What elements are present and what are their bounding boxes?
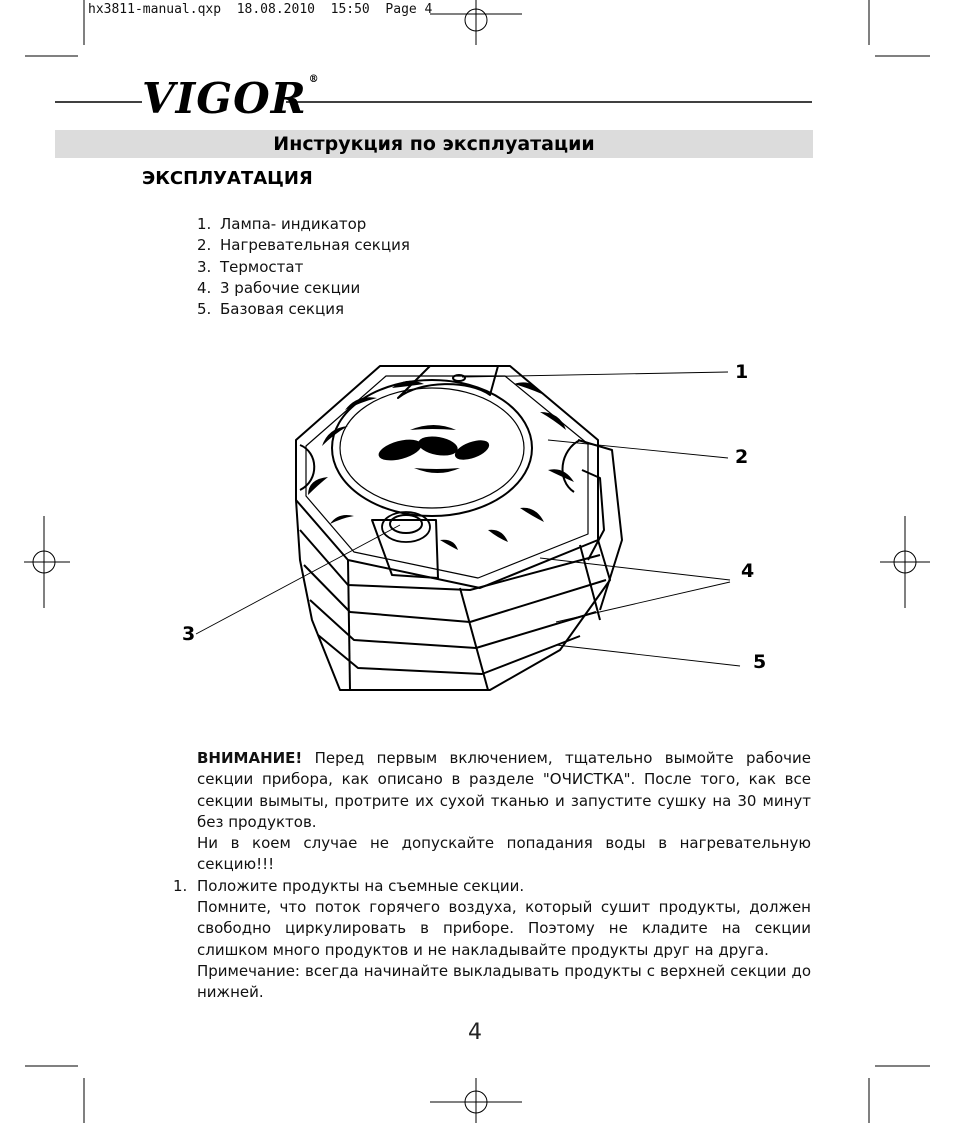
page-number: 4 [468,1020,482,1045]
list-item: 1. Лампа- индикатор [197,215,367,233]
warning-water: Ни в коем случае не допускайте попадания воды в нагревательную секцию!!! [197,834,811,874]
page-heading: ЭКСПЛУАТАЦИЯ [142,168,313,189]
step-note: Примечание: всегда начинайте выкладывать продукты с верхней секции до нижней. [197,961,811,1002]
list-item: 5. Базовая секция [197,300,344,319]
step-number: 1. [173,876,188,895]
list-item: 4. 3 рабочие секции [197,278,361,297]
section-band: Инструкция по эксплуатации [55,130,813,158]
vigor-logo [142,74,320,123]
step-1 [173,876,811,1004]
dehydrator-illustration [180,355,780,700]
callout-1: 1 [735,361,749,383]
list-item: 3. Термостат [197,257,304,276]
step-title: Положите продукты на съемные секции. [197,876,525,895]
warning-paragraph [197,748,811,833]
body-text [173,748,811,1004]
callout-5: 5 [753,651,767,673]
warning-text: Перед первым включением, тщательно вымойте рабочие секции прибора, как описано в разделе "ОЧИСТКА". После того, как все секции вымыты, протрите их сухой тканью и запустите сушку на 30 минут без продуктов. [197,749,811,831]
warning-label: ВНИМАНИЕ! [197,749,303,767]
callout-3: 3 [182,623,196,645]
callout-2: 2 [735,446,749,468]
parts-list [197,214,410,320]
logo-text: VIGOR [142,74,307,123]
registered-mark: ® [308,74,320,85]
callout-4: 4 [741,560,755,582]
list-item: 2. Нагревательная секция [197,236,410,255]
print-slug: hx3811-manual.qxp 18.08.2010 15:50 Page 4 [88,2,433,17]
step-text: Помните, что поток горячего воздуха, который сушит продукты, должен свободно циркулировать в приборе. Поэтому не кладите на секции слишком много продуктов и не накладывайте продукты друг на друга. [197,898,811,959]
